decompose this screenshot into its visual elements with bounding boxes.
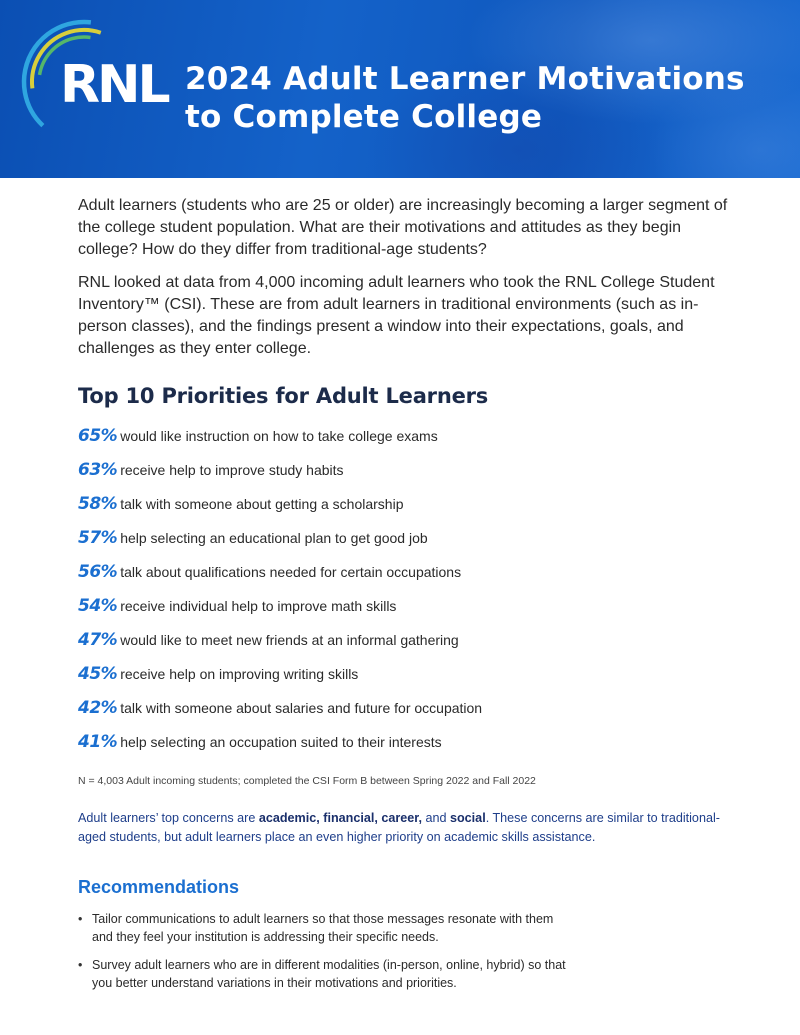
priority-item [78, 732, 738, 766]
recommendations-list [78, 910, 568, 992]
concerns-suffix: . These concerns are similar to traditional-aged students, but adult learners place an even higher priority on academic skills assistance. [78, 811, 720, 844]
recommendation-item: • Survey adult learners who are in different modalities (in-person, online, hybrid) so that you better understand variations in their motivations and priorities. [78, 956, 568, 992]
rnl-logo [18, 18, 178, 148]
priority-text: would like instruction on how to take college exams [120, 428, 438, 444]
recommendations-title: Recommendations [78, 877, 240, 897]
title-line-2: to Complete College [185, 99, 543, 135]
priorities-title: Top 10 Priorities for Adult Learners [78, 384, 489, 408]
priority-item [78, 426, 738, 460]
priority-percent: 42% [78, 698, 118, 718]
priority-item [78, 562, 738, 596]
priority-percent: 45% [78, 664, 118, 684]
priority-percent: 58% [78, 494, 118, 514]
intro-paragraph-2: RNL looked at data from 4,000 incoming adult learners who took the RNL College Student Inventory™ (CSI). These are from adult learners in traditional environments (such as in-person classes), and the findings present a window into their expectations, goals, and challenges as they enter college. [78, 274, 715, 357]
concerns-prefix: Adult learners’ top concerns are [78, 811, 259, 825]
priority-percent: 54% [78, 596, 118, 616]
priority-item [78, 630, 738, 664]
logo-text: RNL [60, 55, 168, 115]
page-title [185, 60, 785, 136]
intro-paragraph-1: Adult learners (students who are 25 or older) are increasingly becoming a larger segment of the college student population. What are their motivations and attitudes as they begin college? How do they differ from traditional-age students? [78, 197, 728, 258]
priority-item [78, 460, 738, 494]
priority-text: receive individual help to improve math skills [120, 598, 397, 614]
concerns-and: and [421, 811, 450, 825]
priority-text: talk with someone about salaries and future for occupation [120, 700, 483, 716]
priority-percent: 47% [78, 630, 118, 650]
title-line-1: 2024 Adult Learner Motivations [185, 61, 745, 97]
priority-item [78, 596, 738, 630]
priority-text: help selecting an occupation suited to their interests [120, 734, 442, 750]
priority-item [78, 698, 738, 732]
priority-percent: 41% [78, 732, 118, 752]
priority-text: receive help on improving writing skills [120, 666, 359, 682]
priorities-list [78, 426, 738, 766]
priority-item [78, 494, 738, 528]
main-content [78, 195, 738, 1002]
priority-text: help selecting an educational plan to get good job [120, 530, 428, 546]
sample-footnote: N = 4,003 Adult incoming students; completed the CSI Form B between Spring 2022 and Fall 2022 [78, 775, 536, 787]
priority-text: talk about qualifications needed for certain occupations [120, 564, 462, 580]
priority-text: talk with someone about getting a scholarship [120, 496, 404, 512]
priority-percent: 63% [78, 460, 118, 480]
intro-section [78, 195, 738, 360]
concerns-paragraph [78, 809, 738, 847]
concerns-term-2: social [449, 811, 486, 825]
recommendation-item: • Tailor communications to adult learners so that those messages resonate with them and they feel your institution is addressing their specific needs. [78, 910, 568, 946]
priority-percent: 57% [78, 528, 118, 548]
priority-text: receive help to improve study habits [120, 462, 344, 478]
priority-percent: 56% [78, 562, 118, 582]
header-banner [0, 0, 800, 178]
priority-item [78, 528, 738, 562]
priority-text: would like to meet new friends at an informal gathering [120, 632, 459, 648]
priority-item [78, 664, 738, 698]
concerns-term-1: academic, financial, career, [258, 811, 422, 825]
priority-percent: 65% [78, 426, 118, 446]
